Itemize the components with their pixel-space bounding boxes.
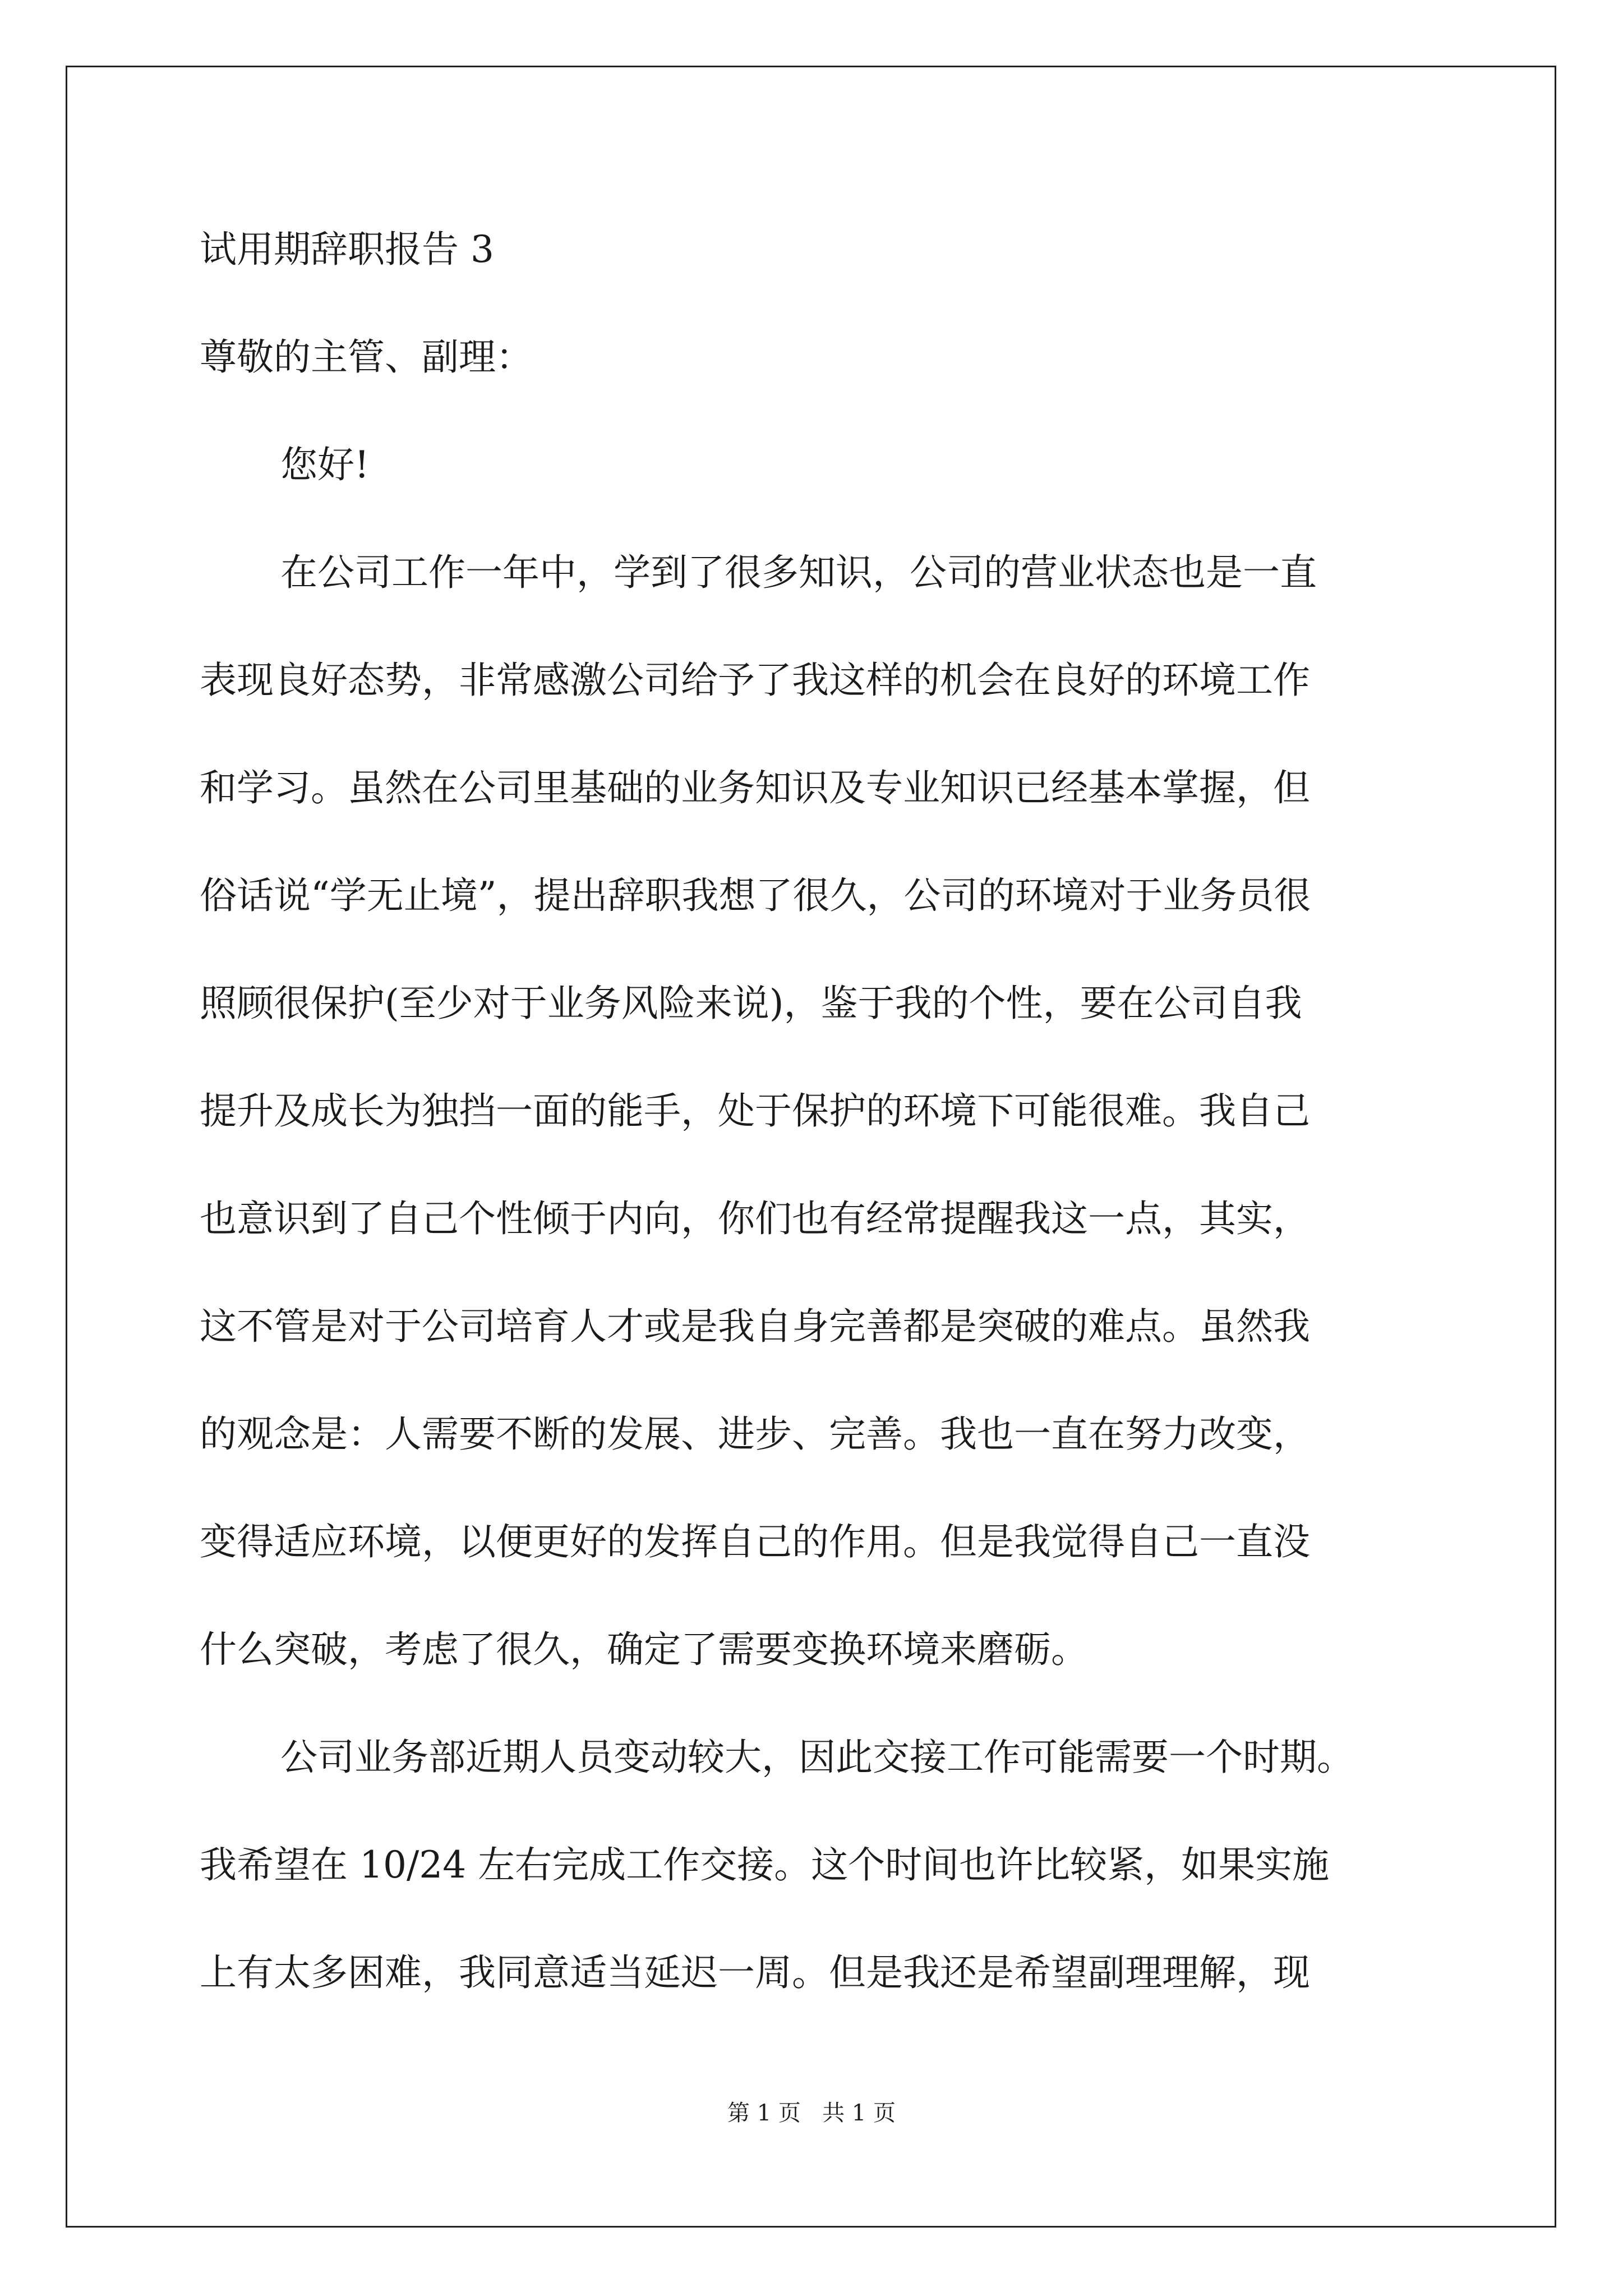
body-line: 在公司工作一年中，学到了很多知识，公司的营业状态也是一直 <box>280 551 1317 594</box>
greeting: 您好! <box>280 443 370 486</box>
body-line: 什么突破，考虑了很久，确定了需要变换环境来磨砺。 <box>200 1628 1088 1671</box>
body-line: 也意识到了自己个性倾于内向，你们也有经常提醒我这一点，其实， <box>200 1197 1310 1240</box>
body-line: 表现良好态势，非常感激公司给予了我这样的机会在良好的环境工作 <box>200 659 1310 702</box>
page-border <box>66 66 1556 2228</box>
salutation: 尊敬的主管、副理： <box>200 335 533 379</box>
body-line: 变得适应环境，以便更好的发挥自己的作用。但是我觉得自己一直没 <box>200 1520 1310 1563</box>
body-line: 提升及成长为独挡一面的能手，处于保护的环境下可能很难。我自己 <box>200 1089 1310 1133</box>
body-line: 和学习。虽然在公司里基础的业务知识及专业知识已经基本掌握，但 <box>200 766 1310 809</box>
body-line: 这不管是对于公司培育人才或是我自身完善都是突破的难点。虽然我 <box>200 1305 1310 1348</box>
document-title: 试用期辞职报告 3 <box>200 228 494 271</box>
page-footer: 第 1 页 共 1 页 <box>727 2100 896 2126</box>
body-line: 照顾很保护(至少对于业务风险来说)，鉴于我的个性，要在公司自我 <box>200 982 1302 1025</box>
body-line: 的观念是：人需要不断的发展、进步、完善。我也一直在努力改变， <box>200 1412 1310 1456</box>
body-line: 我希望在 10/24 左右完成工作交接。这个时间也许比较紧，如果实施 <box>200 1843 1330 1887</box>
body-line: 上有太多困难，我同意适当延迟一周。但是我还是希望副理理解，现 <box>200 1951 1310 1994</box>
body-line: 俗话说“学无止境”，提出辞职我想了很久，公司的环境对于业务员很 <box>200 874 1311 917</box>
body-line: 公司业务部近期人员变动较大，因此交接工作可能需要一个时期。 <box>280 1736 1354 1779</box>
